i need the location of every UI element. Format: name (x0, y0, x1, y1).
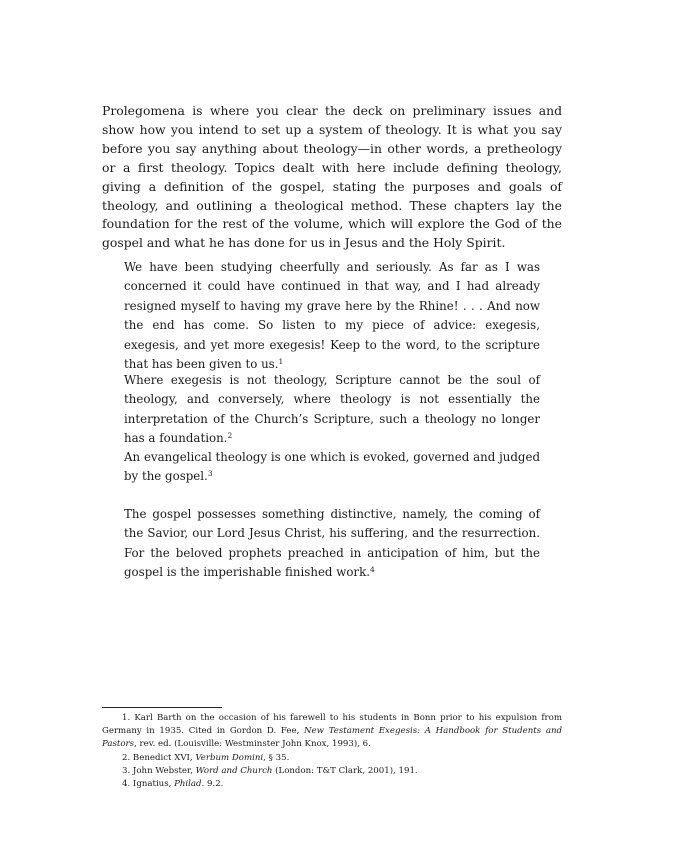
footnote-text: 4. Ignatius, (122, 779, 175, 790)
block-quote-webster (124, 448, 540, 487)
footnote-ref: 4 (369, 565, 375, 575)
footnote-4 (102, 778, 562, 791)
footnote-title: Word and Church (195, 765, 273, 776)
block-quote-benedict (124, 371, 540, 449)
footnotes (102, 712, 562, 791)
intro-paragraph: Prolegomena is where you clear the deck on preliminary issues and show how you intend to set up a system of theology. It is what you say before you say anything about theology—in other words, a pretheology or a first theology. Topics dealt with here include defining theology, giving a definition of the gospel, stating the purposes and goals of theology, and outlining a theological method. These chapters lay the foundation for the rest of the volume, which will explore the God of the gospel and what he has done for us in Jesus and the Holy Spirit. (102, 103, 562, 251)
block-quote-barth (124, 258, 540, 374)
footnote-divider (102, 707, 222, 708)
footnote-3 (102, 765, 562, 778)
footnote-title: Philad. (174, 779, 205, 790)
footnote-title: Verbum Domini (195, 752, 264, 763)
footnote-ref: 1 (278, 357, 284, 367)
footnote-text: , rev. ed. (Louisville: Westminster John Knox, 1993), 6. (134, 739, 371, 750)
footnote-text: 2. Benedict XVI, (122, 752, 196, 763)
footnote-text: (London: T&T Clark, 2001), 191. (272, 765, 418, 776)
quote-text: An evangelical theology is one which is evoked, governed and judged by the gospel. (124, 450, 540, 484)
footnote-text: 9.2. (204, 779, 224, 790)
footnote-title: New Testament Exegesis: A Handbook for Students and Pastors (102, 726, 562, 750)
quote-text: We have been studying cheerfully and seriously. As far as I was concerned it could have continued in that way, and I had already resigned myself to having my grave here by the Rhine! . . . And now the end has come. So listen to my piece of advice: exegesis, exegesis, and yet more exegesis! Keep to the word, to the scripture that has been given to us. (124, 260, 540, 372)
quote-text: The gospel possesses something distinctive, namely, the coming of the Savior, our Lord Jesus Christ, his suffering, and the resurrection. For the beloved prophets preached in anticipation of him, but the gospel is the imperishable finished work. (124, 507, 540, 580)
footnote-text: 3. John Webster, (122, 765, 196, 776)
footnote-1 (102, 712, 562, 752)
footnote-2 (102, 752, 562, 765)
footnote-ref: 2 (227, 431, 233, 441)
footnote-text: , § 35. (263, 752, 290, 763)
footnote-ref: 3 (207, 469, 213, 479)
footnote-text: 1. Karl Barth on the occasion of his farewell to his students in Bonn prior to his expulsion from Germany in 1935. Cited in Gordon D. Fee, (102, 713, 562, 737)
quote-text: Where exegesis is not theology, Scripture cannot be the soul of theology, and conversely, where theology is not essentially the interpretation of the Church’s Scripture, such a theology no longer has a foundation. (124, 373, 540, 446)
block-quote-ignatius (124, 505, 540, 583)
